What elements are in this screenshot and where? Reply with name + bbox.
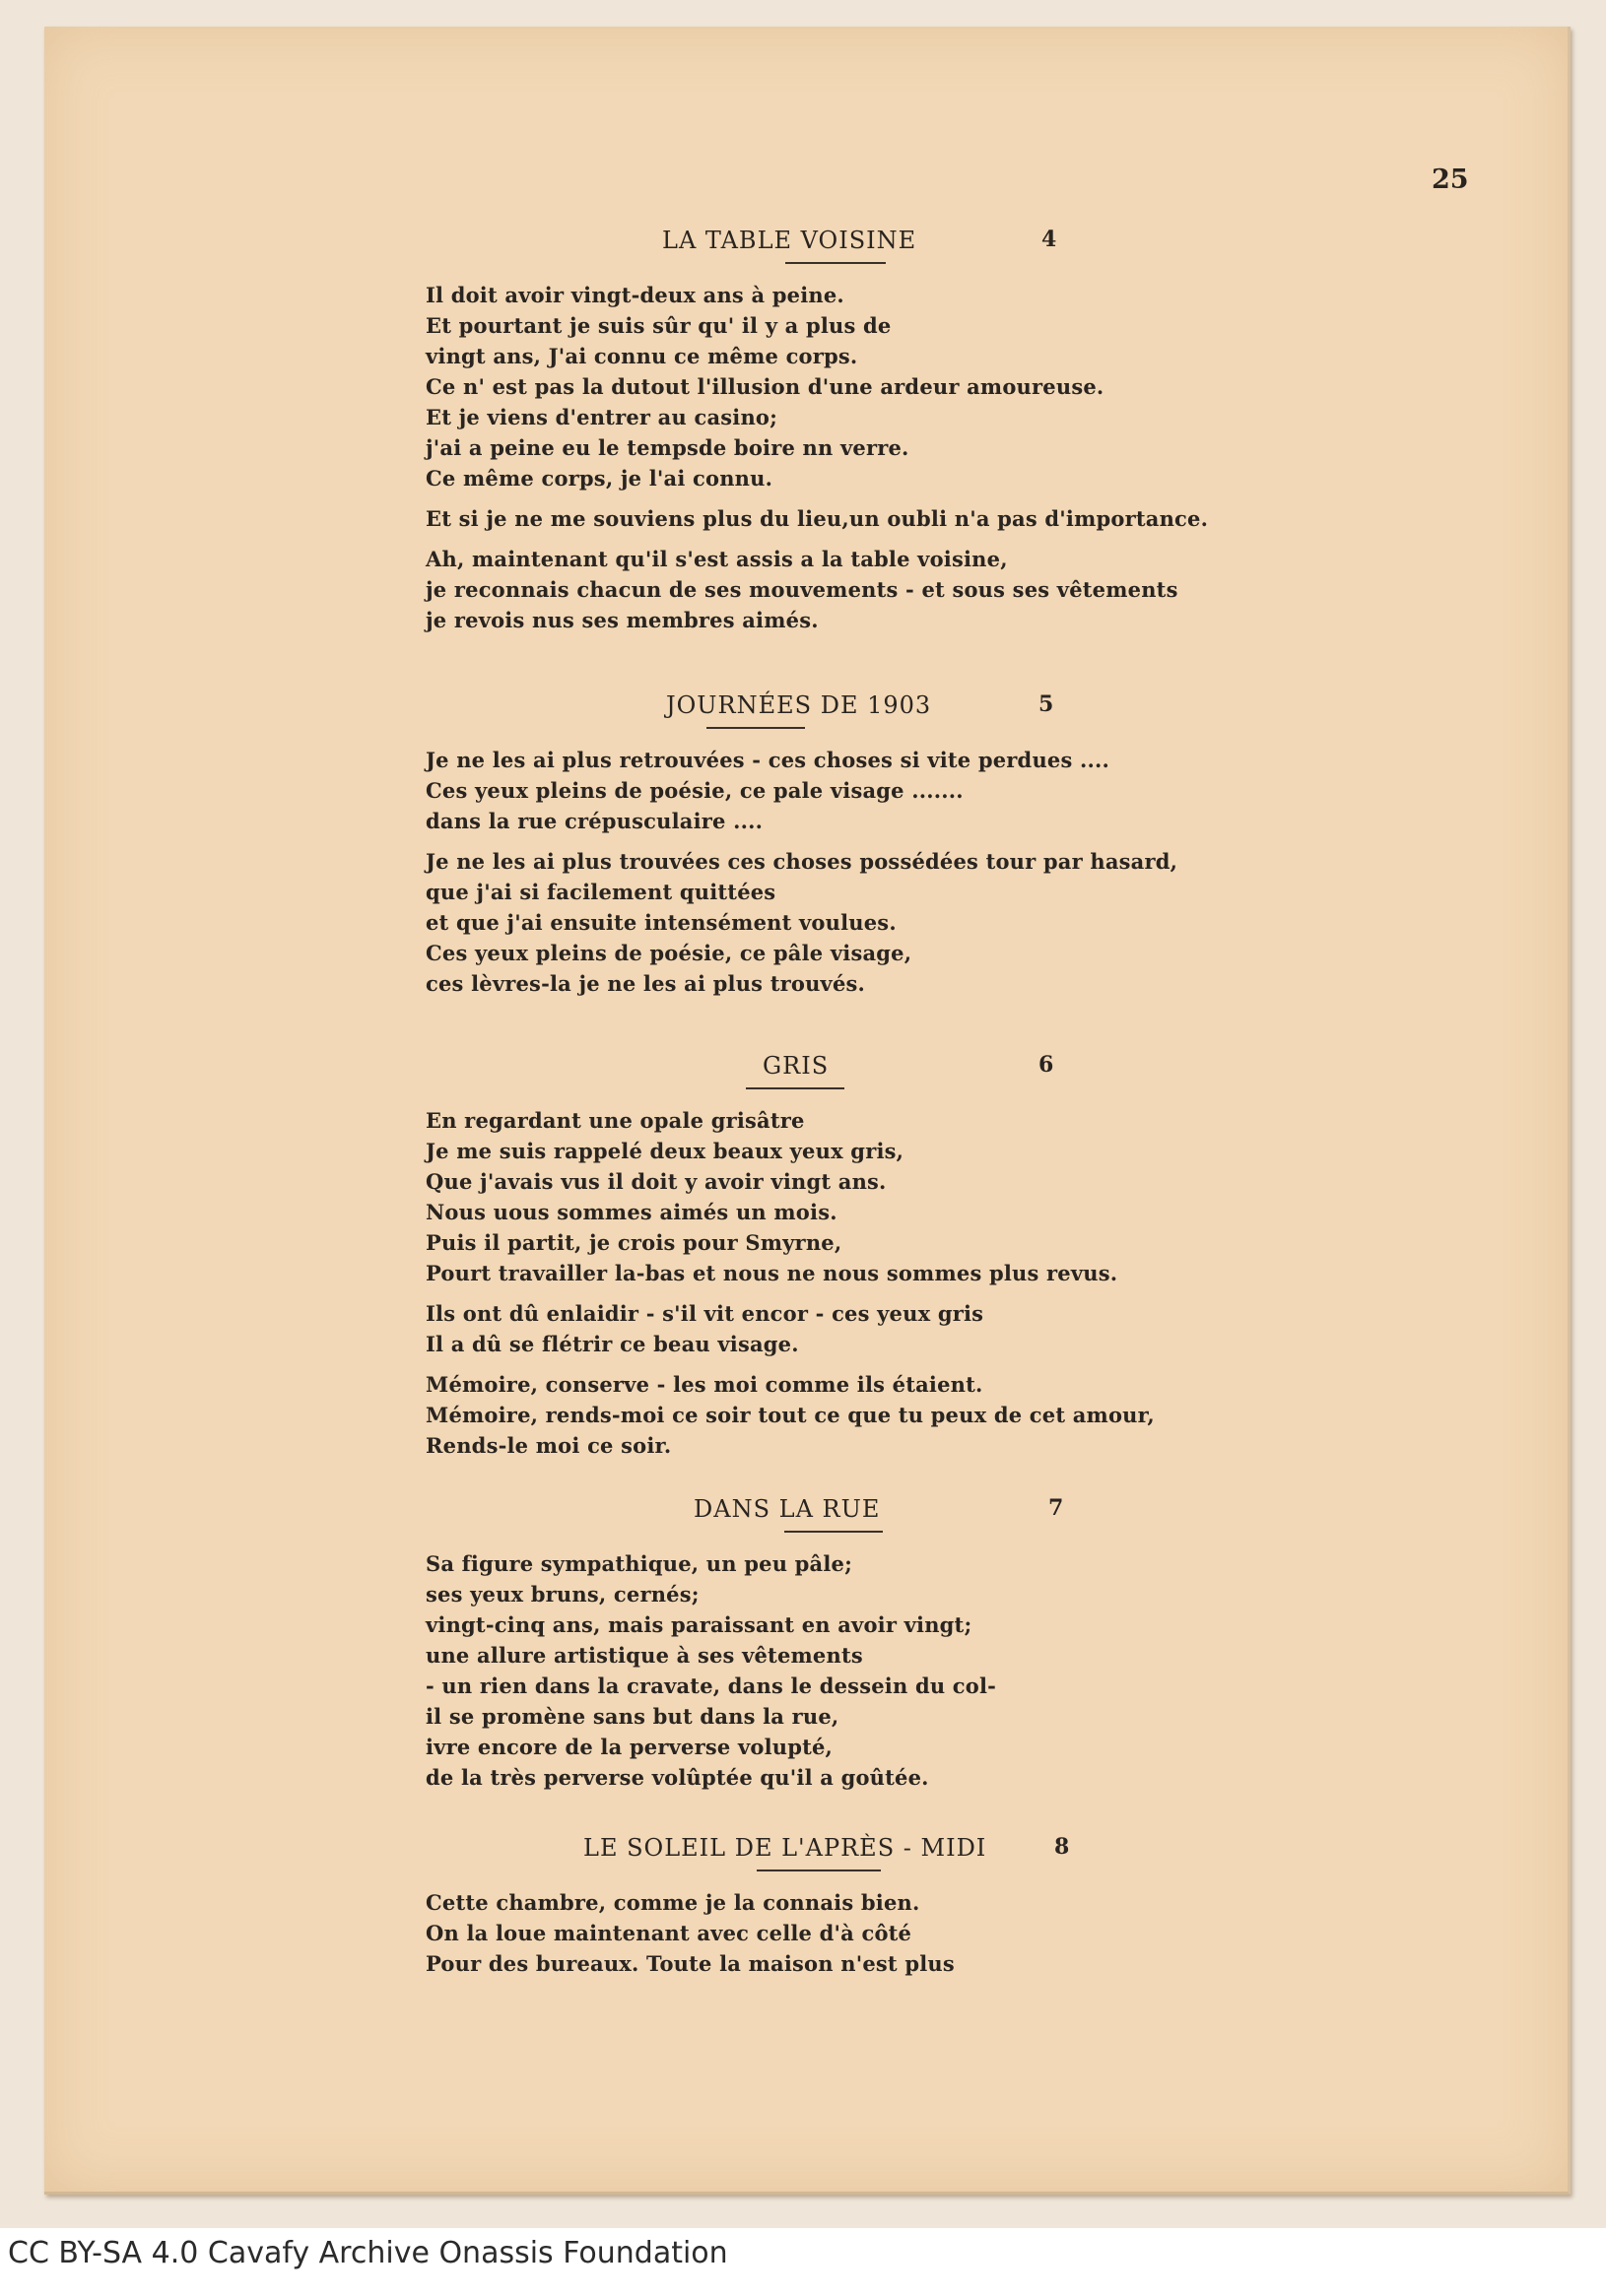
title-rule	[784, 1531, 883, 1533]
poem-number: 4	[1041, 227, 1058, 252]
verse-line: Sa figure sympathique, un peu pâle;	[426, 1551, 853, 1576]
title-rule	[785, 262, 886, 264]
stanza	[426, 280, 1174, 493]
verse-line: et que j'ai ensuite intensément voulues.	[426, 910, 897, 935]
verse-line: vingt-cinq ans, mais paraissant en avoir vingt;	[426, 1612, 972, 1637]
verse-line: Mémoire, rends-moi ce soir tout ce que tu peux de cet amour,	[426, 1403, 1155, 1427]
poem-le-soleil-de-lapres-midi	[426, 1834, 1174, 1979]
verse-line: Pourt travailler la-bas et nous ne nous sommes plus revus.	[426, 1261, 1118, 1285]
poem-title-row	[426, 1052, 1174, 1091]
stanza	[426, 1298, 1174, 1359]
verse-line: ivre encore de la perverse volupté,	[426, 1735, 834, 1759]
verse-line: il se promène sans but dans la rue,	[426, 1704, 839, 1729]
title-rule	[706, 727, 805, 729]
verse-line: j'ai a peine eu le tempsde boire nn verre.	[426, 435, 909, 460]
verse-line: Et si je ne me souviens plus du lieu,un oubli n'a pas d'importance.	[426, 506, 1209, 531]
poem-title-row	[426, 1495, 1174, 1535]
verse-line: une allure artistique à ses vêtements	[426, 1643, 863, 1668]
poem-number: 7	[1048, 1495, 1065, 1521]
verse-line: Mémoire, conserve - les moi comme ils étaient.	[426, 1372, 983, 1397]
poem-number: 8	[1054, 1834, 1071, 1860]
stanza	[426, 1369, 1174, 1461]
verse-line: Ces yeux pleins de poésie, ce pale visage .......	[426, 778, 964, 803]
verse-line: je reconnais chacun de ses mouvements - et sous ses vêtements	[426, 577, 1178, 602]
poem-number: 5	[1038, 691, 1055, 717]
stanza	[426, 745, 1174, 836]
stanza	[426, 544, 1178, 635]
poem-la-table-voisine	[426, 227, 1209, 635]
stanza	[426, 1548, 1174, 1793]
verse-line: Il doit avoir vingt-deux ans à peine.	[426, 283, 844, 307]
poem-title: GRIS	[763, 1052, 830, 1080]
poem-gris	[426, 1052, 1174, 1461]
verse-line: Et je viens d'entrer au casino;	[426, 405, 778, 429]
page-number: 25	[1432, 164, 1469, 195]
verse-line: Ce même corps, je l'ai connu.	[426, 466, 773, 491]
stanza	[426, 1105, 1174, 1288]
verse-line: Ils ont dû enlaidir - s'il vit encor - ces yeux gris	[426, 1301, 984, 1326]
verse-line: Ces yeux pleins de poésie, ce pâle visage,	[426, 941, 912, 965]
poem-title: LA TABLE VOISINE	[662, 227, 917, 254]
verse-line: Ce n' est pas la dutout l'illusion d'une ardeur amoureuse.	[426, 374, 1104, 399]
stanza	[426, 1887, 1174, 1979]
verse-line: - un rien dans la cravate, dans le dessein du col-	[426, 1673, 997, 1698]
title-rule	[746, 1087, 844, 1089]
poem-title-row	[426, 1834, 1174, 1873]
verse-line: Rends-le moi ce soir.	[426, 1433, 672, 1458]
verse-line: de la très perverse volûptée qu'il a goûtée.	[426, 1765, 929, 1790]
verse-line: Nous uous sommes aimés un mois.	[426, 1200, 837, 1224]
poem-dans-la-rue	[426, 1495, 1174, 1793]
poem-journees-de-1903	[426, 691, 1178, 999]
verse-line: Il a dû se flétrir ce beau visage.	[426, 1332, 799, 1356]
verse-line: On la loue maintenant avec celle d'à côté	[426, 1921, 912, 1945]
verse-line: Je ne les ai plus trouvées ces choses possédées tour par hasard,	[426, 849, 1178, 874]
poem-title: DANS LA RUE	[694, 1495, 881, 1523]
verse-line: Ah, maintenant qu'il s'est assis a la table voisine,	[426, 547, 1008, 571]
verse-line: Pour des bureaux. Toute la maison n'est plus	[426, 1951, 955, 1976]
poem-title-row	[426, 227, 1174, 266]
verse-line: Et pourtant je suis sûr qu' il y a plus de	[426, 313, 892, 338]
stanza	[426, 503, 1209, 534]
verse-line: dans la rue crépusculaire ....	[426, 809, 764, 833]
poem-title-row	[426, 691, 1174, 731]
credit-caption: CC BY-SA 4.0 Cavafy Archive Onassis Foundation	[8, 2236, 728, 2270]
verse-line: ces lèvres-la je ne les ai plus trouvés.	[426, 971, 866, 996]
title-rule	[757, 1870, 881, 1871]
poem-title: LE SOLEIL DE L'APRÈS - MIDI	[583, 1834, 987, 1862]
poem-title: JOURNÉES DE 1903	[666, 691, 932, 719]
verse-line: je revois nus ses membres aimés.	[426, 608, 819, 632]
verse-line: Cette chambre, comme je la connais bien.	[426, 1890, 920, 1915]
stanza	[426, 846, 1178, 999]
verse-line: vingt ans, J'ai connu ce même corps.	[426, 344, 858, 368]
verse-line: Que j'avais vus il doit y avoir vingt ans.	[426, 1169, 887, 1194]
verse-line: En regardant une opale grisâtre	[426, 1108, 805, 1133]
poem-number: 6	[1038, 1052, 1055, 1078]
verse-line: ses yeux bruns, cernés;	[426, 1582, 700, 1607]
verse-line: Je me suis rappelé deux beaux yeux gris,	[426, 1139, 904, 1163]
verse-line: Je ne les ai plus retrouvées - ces choses si vite perdues ....	[426, 748, 1110, 772]
verse-line: que j'ai si facilement quittées	[426, 880, 776, 904]
verse-line: Puis il partit, je crois pour Smyrne,	[426, 1230, 842, 1255]
